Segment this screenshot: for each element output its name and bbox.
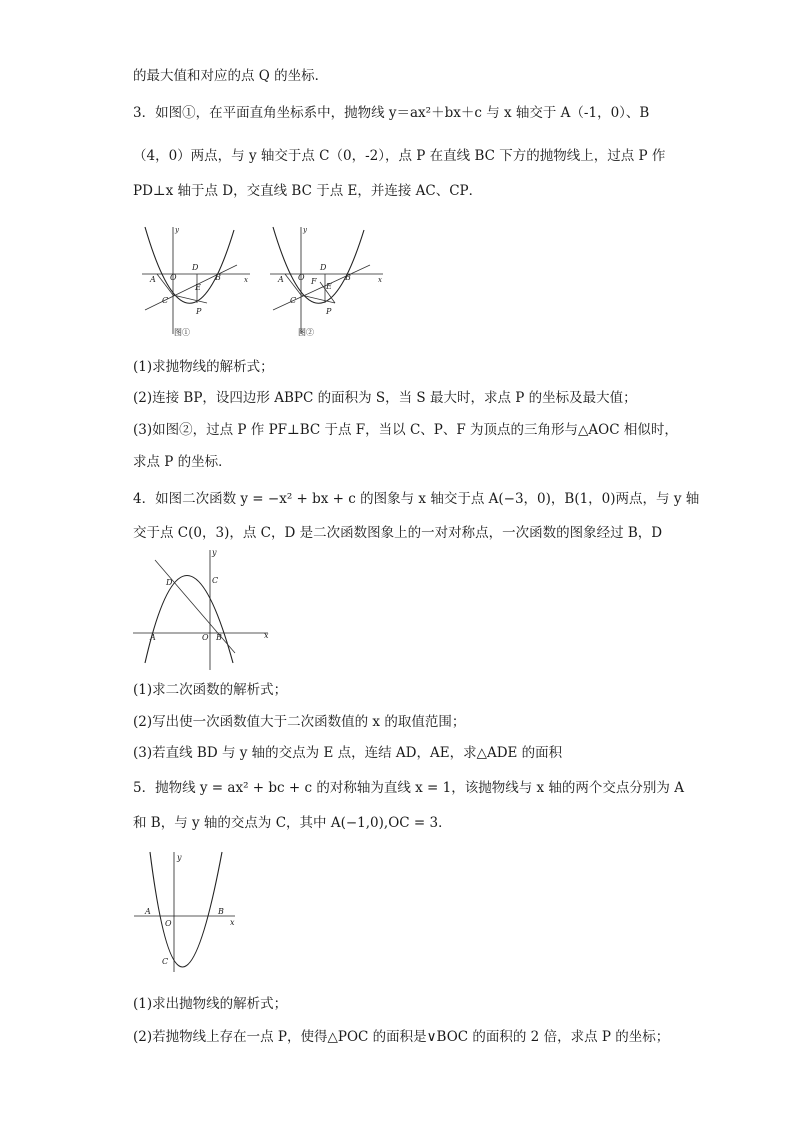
- problem-5-line-2: 和 B，与 y 轴的交点为 C，其中 A(−1,0),OC = 3．: [133, 815, 452, 831]
- label-y: y: [212, 548, 217, 557]
- problem-3-line-2: （4，0）两点，与 y 轴交于点 C（0，-2），点 P 在直线 BC 下方的抛物线上，过点 P 作: [133, 148, 666, 164]
- label-d: D: [192, 263, 199, 272]
- label-c: C: [162, 957, 169, 966]
- label-b: B: [218, 907, 224, 916]
- problem-3-part-3: (3)如图②，过点 P 作 PF⊥BC 于点 F，当以 C、P、F 为顶点的三角形与△AOC 相似时，: [133, 422, 678, 438]
- figure-4: [130, 848, 245, 978]
- label-e: E: [326, 282, 332, 291]
- label-c: C: [212, 576, 219, 585]
- label-o: O: [202, 633, 209, 642]
- figure-1: [140, 222, 260, 342]
- label-d: D: [166, 578, 173, 587]
- parabola: [145, 227, 234, 303]
- problem-3-part-1: (1)求抛物线的解析式；: [133, 359, 274, 375]
- line-bd: [155, 560, 235, 653]
- label-y: y: [303, 226, 307, 234]
- label-b: B: [345, 273, 351, 282]
- label-a: A: [150, 275, 156, 284]
- problem-3-line-3: PD⊥x 轴于点 D，交直线 BC 于点 E，并连接 AC、CP．: [133, 183, 483, 199]
- text-line-1: 的最大值和对应的点 Q 的坐标．: [133, 68, 329, 84]
- problem-5-part-2: (2)若抛物线上存在一点 P，使得△POC 的面积是∨BOC 的面积的 2 倍，求点 P 的坐标；: [133, 1029, 670, 1045]
- problem-5-part-1: (1)求出抛物线的解析式；: [133, 996, 288, 1012]
- problem-4-part-2: (2)写出使一次函数值大于二次函数值的 x 的取值范围；: [133, 714, 466, 730]
- parabola: [273, 227, 364, 303]
- label-x: x: [264, 631, 269, 640]
- problem-4-line-2: 交于点 C(0，3)，点 C，D 是二次函数图象上的一对对称点，一次函数的图象经过 B，D: [133, 525, 663, 541]
- label-p: P: [326, 307, 332, 316]
- label-o: O: [170, 273, 177, 282]
- label-f: F: [311, 277, 317, 286]
- label-o: O: [165, 919, 172, 928]
- label-c: C: [290, 296, 297, 305]
- label-p: P: [196, 307, 202, 316]
- label-d: D: [320, 263, 327, 272]
- label-x: x: [378, 276, 382, 284]
- label-x: x: [230, 918, 235, 927]
- label-y: y: [177, 853, 182, 862]
- figure-2: [268, 222, 393, 342]
- label-a: A: [145, 907, 151, 916]
- label-e: E: [195, 283, 201, 292]
- label-o: O: [298, 273, 305, 282]
- segment-cp: [173, 295, 207, 303]
- label-a: A: [278, 275, 284, 284]
- problem-4-line-1: 4．如图二次函数 y = −x² + bx + c 的图象与 x 轴交于点 A(−3，0)，B(1，0)两点，与 y 轴: [133, 491, 700, 507]
- label-c: C: [162, 296, 169, 305]
- label-y: y: [175, 226, 179, 234]
- figure-3: [130, 545, 275, 675]
- label-b: B: [215, 273, 221, 282]
- problem-3-part-2: (2)连接 BP，设四边形 ABPC 的面积为 S，当 S 最大时，求点 P 的坐标及最大值；: [133, 390, 637, 406]
- problem-3-line-1: 3．如图①，在平面直角坐标系中，抛物线 y＝ax²＋bx＋c 与 x 轴交于 A（-1，0）、B: [133, 105, 650, 121]
- caption: 图①: [174, 328, 190, 337]
- problem-4-part-3: (3)若直线 BD 与 y 轴的交点为 E 点，连结 AD，AE，求△ADE 的面积: [133, 745, 563, 761]
- caption: 图②: [298, 328, 314, 337]
- parabola: [145, 576, 233, 664]
- label-b: B: [216, 633, 222, 642]
- label-a: A: [150, 633, 156, 642]
- label-x: x: [244, 276, 248, 284]
- problem-3-part-3-cont: 求点 P 的坐标．: [133, 454, 232, 470]
- parabola: [150, 852, 222, 967]
- problem-5-line-1: 5．抛物线 y = ax² + bc + c 的对称轴为直线 x = 1，该抛物线与 x 轴的两个交点分别为 A: [133, 780, 684, 796]
- problem-4-part-1: (1)求二次函数的解析式；: [133, 682, 288, 698]
